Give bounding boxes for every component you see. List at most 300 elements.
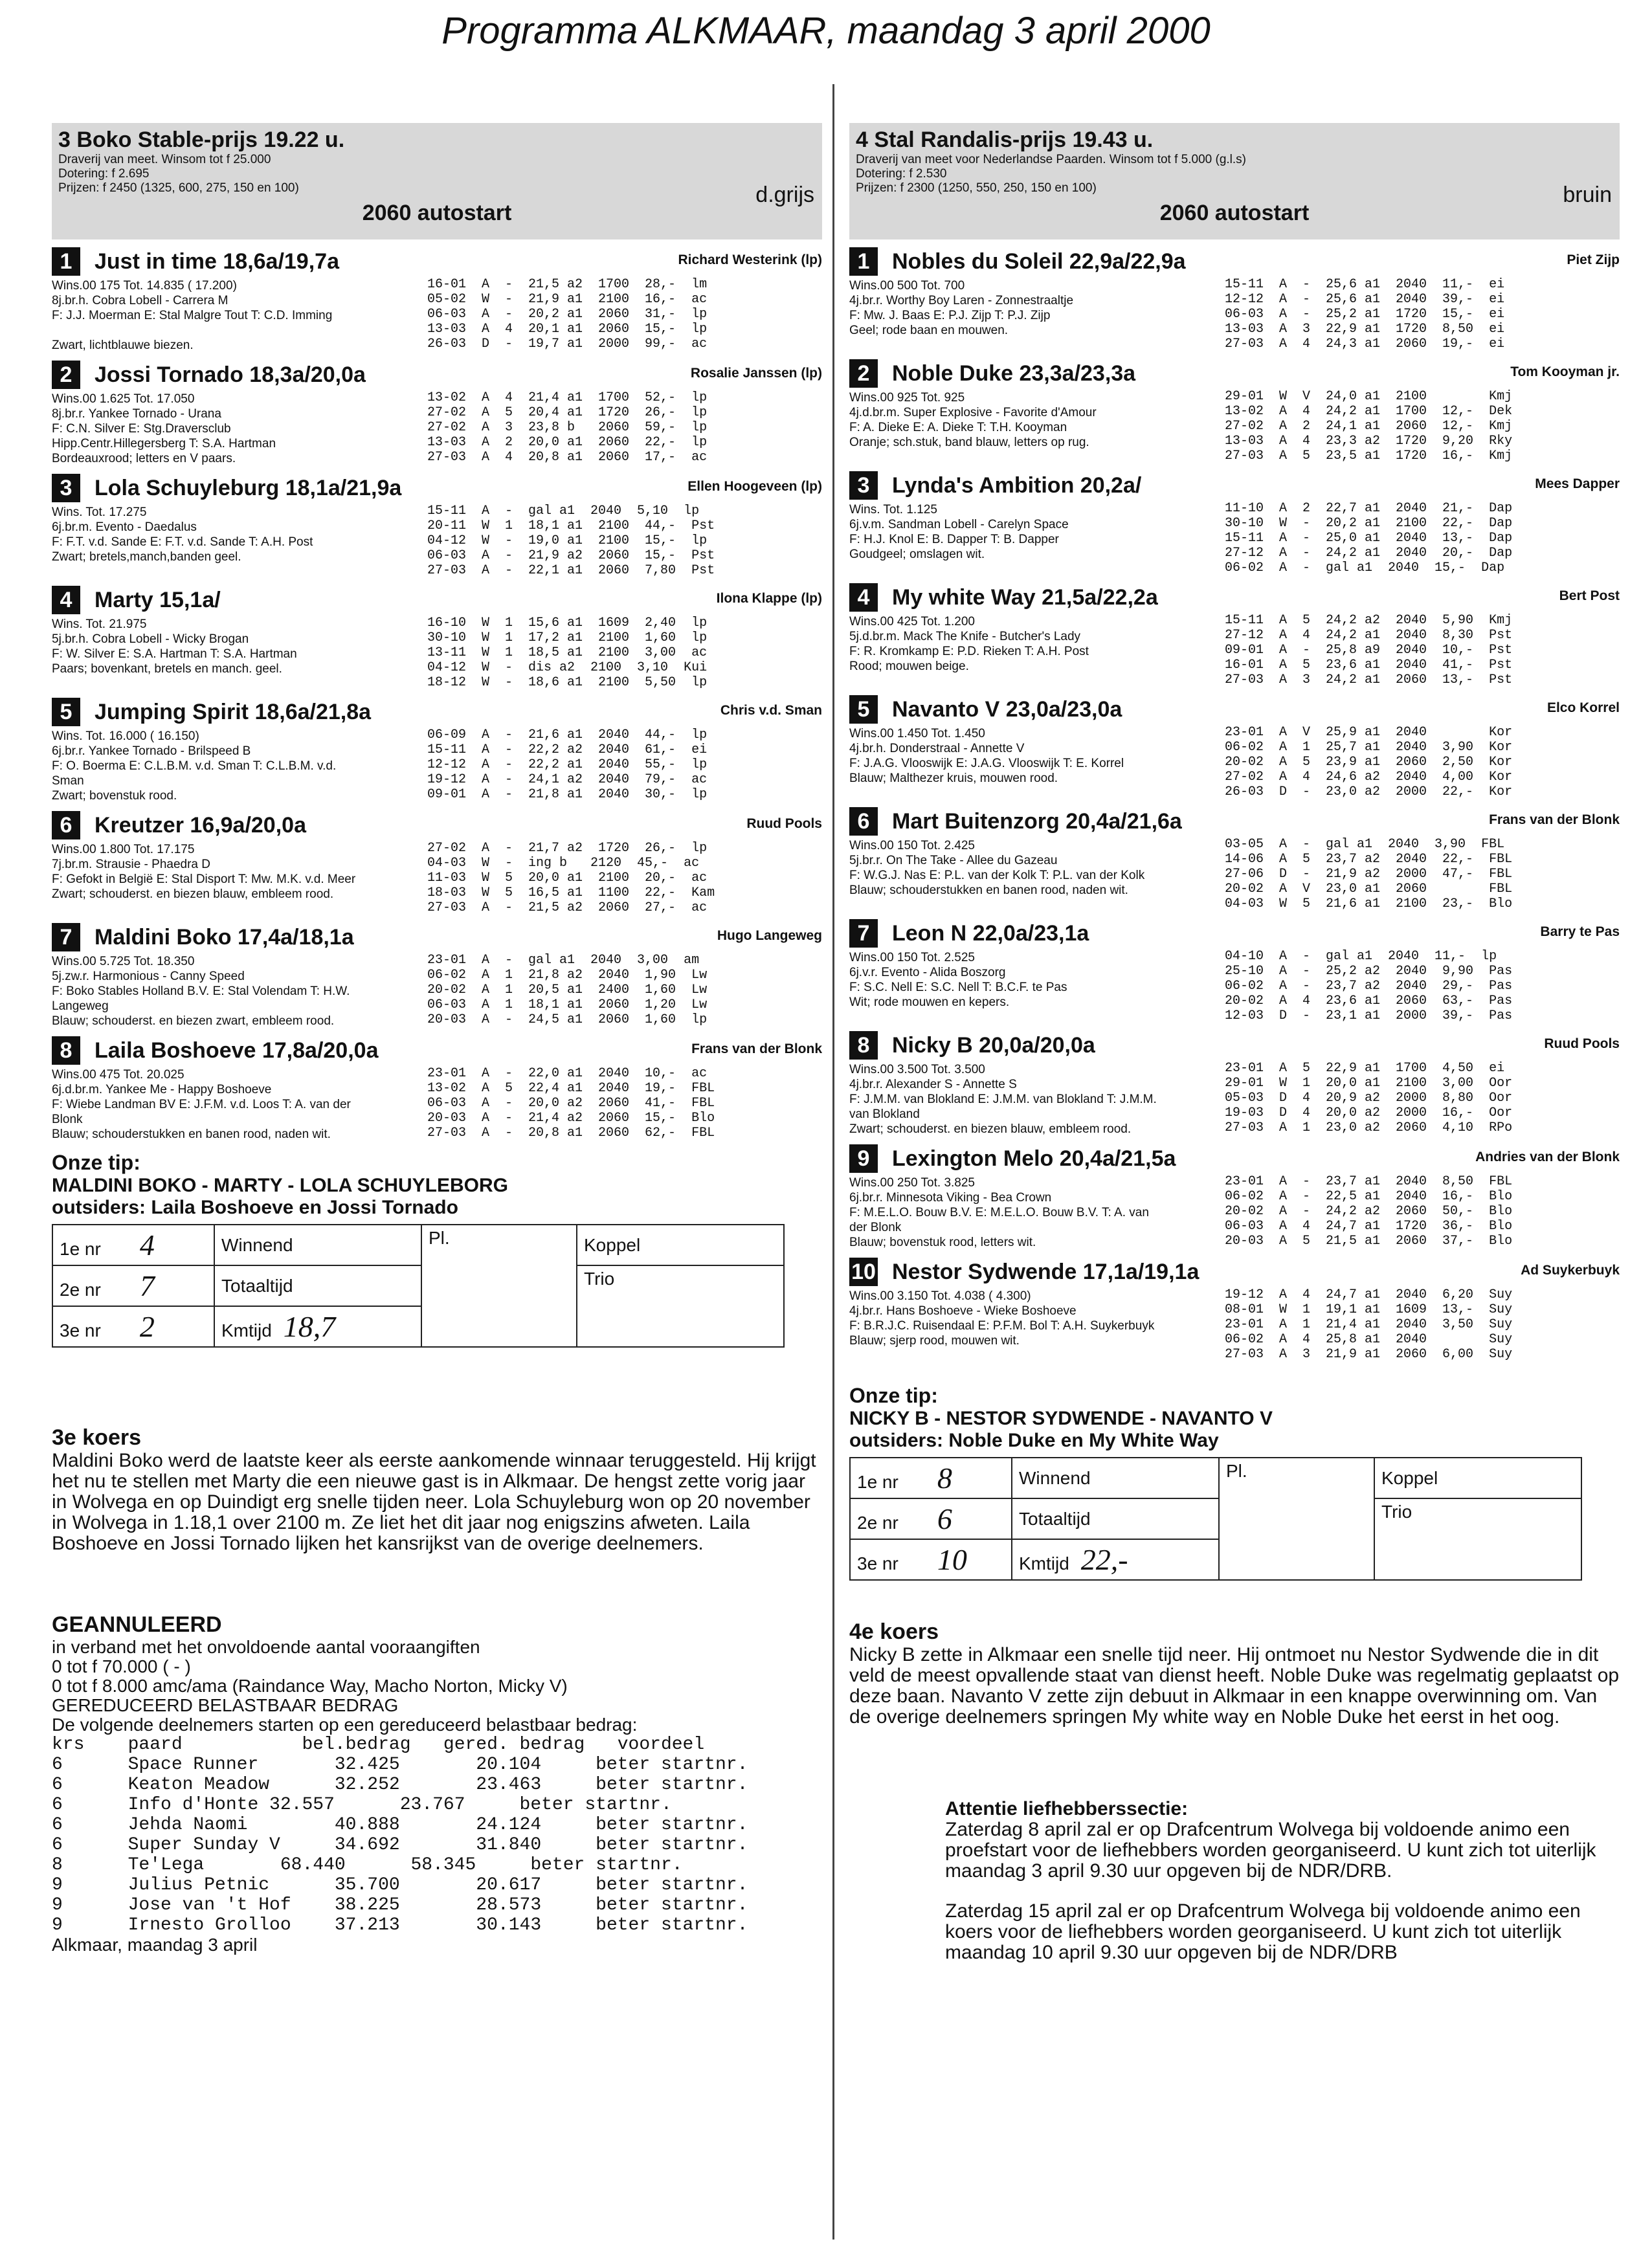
bet-winnend-label: Winnend bbox=[1012, 1458, 1219, 1498]
horse-info-line: Oranje; sch.stuk, band blauw, letters op rug. bbox=[849, 436, 1089, 449]
horse-info-line: der Blonk bbox=[849, 1221, 902, 1234]
horse-entry bbox=[849, 470, 1620, 575]
result-line: 13-11 W 1 18,5 a1 2100 3,00 ac bbox=[427, 645, 708, 660]
geannuleerd-line: in verband met het onvoldoende aantal vooraangiften bbox=[52, 1637, 480, 1657]
result-line: 23-01 A 1 21,4 a1 2040 3,50 Suy bbox=[1225, 1317, 1513, 1332]
attentie-section bbox=[849, 1799, 1620, 1963]
result-line: 06-03 A 4 24,7 a1 1720 36,- Blo bbox=[1225, 1219, 1513, 1234]
horse-info-line: Blonk bbox=[52, 1113, 83, 1126]
result-line: 18-12 W - 18,6 a1 2100 5,50 lp bbox=[427, 675, 708, 690]
horse-number-badge: 5 bbox=[52, 698, 80, 726]
handwritten-entry[interactable]: 7 bbox=[139, 1269, 155, 1302]
result-line: 27-02 A - 21,7 a2 1720 26,- lp bbox=[427, 841, 708, 856]
result-line: 13-02 A 5 22,4 a1 2040 19,- FBL bbox=[427, 1081, 715, 1096]
driver-name: Ruud Pools bbox=[746, 816, 822, 831]
result-line: 12-12 A - 22,2 a1 2040 55,- lp bbox=[427, 757, 708, 772]
horse-info-line: Rood; mouwen beige. bbox=[849, 660, 969, 673]
result-line: 15-11 A - 25,0 a1 2040 13,- Dap bbox=[1225, 531, 1513, 546]
recent-results bbox=[1225, 1061, 1512, 1137]
horse-info-line: Wins. Tot. 1.125 bbox=[849, 503, 937, 517]
horse-info bbox=[52, 1066, 414, 1142]
result-line: 06-02 A - 23,7 a2 2040 29,- Pas bbox=[1225, 979, 1513, 994]
driver-name: Hugo Langeweg bbox=[717, 928, 822, 943]
horse-info-line: F: Boko Stables Holland B.V. E: Stal Volendam T: H.W. bbox=[52, 984, 350, 998]
result-line: 04-12 W - 19,0 a1 2100 15,- lp bbox=[427, 533, 708, 548]
recent-results bbox=[427, 953, 707, 1028]
horse-entry bbox=[52, 696, 822, 803]
horse-details bbox=[52, 277, 822, 353]
horse-name: Marty 15,1a/ bbox=[95, 587, 221, 612]
horse-info-line: Langeweg bbox=[52, 999, 109, 1013]
table-row: 8 Te'Lega 68.440 58.345 beter startnr. bbox=[52, 1855, 683, 1875]
result-line: 16-01 A - 21,5 a2 1700 28,- lm bbox=[427, 277, 708, 292]
horse-entry bbox=[849, 582, 1620, 687]
result-line: 27-03 A 4 24,3 a1 2060 19,- ei bbox=[1225, 337, 1505, 351]
table-row: 9 Julius Petnic 35.700 20.617 beter startnr. bbox=[52, 1875, 748, 1895]
race-3-conditions: Draverij van meet. Winsom tot f 25.000 bbox=[58, 153, 271, 166]
recent-results bbox=[427, 277, 707, 353]
horse-info-line: 8j.br.h. Cobra Lobell - Carrera M bbox=[52, 294, 229, 307]
result-line: 20-03 A - 24,5 a1 2060 1,60 lp bbox=[427, 1012, 708, 1027]
horse-info bbox=[52, 277, 414, 353]
result-line: 27-03 A - 21,5 a2 2060 27,- ac bbox=[427, 900, 708, 915]
bet-winnend-label: Winnend bbox=[214, 1225, 421, 1265]
result-line: 20-02 A - 24,2 a2 2060 50,- Blo bbox=[1225, 1204, 1513, 1219]
horse-number-badge: 8 bbox=[849, 1031, 878, 1060]
driver-name: Frans van der Blonk bbox=[691, 1041, 822, 1056]
result-line: 23-01 A 5 22,9 a1 1700 4,50 ei bbox=[1225, 1061, 1505, 1076]
result-line: 06-02 A 1 25,7 a1 2040 3,90 Kor bbox=[1225, 740, 1513, 755]
race-4-dotering: Dotering: f 2.530 bbox=[856, 167, 947, 181]
handwritten-entry[interactable]: 18,7 bbox=[283, 1310, 336, 1343]
table-row: 6 Info d'Honte 32.557 23.767 beter startnr. bbox=[52, 1795, 672, 1815]
geannuleerd-line: De volgende deelnemers starten op een gereduceerd belastbaar bedrag: bbox=[52, 1715, 638, 1735]
horse-details bbox=[849, 837, 1620, 911]
horse-name-row bbox=[52, 810, 822, 841]
horse-info-line: Paars; bovenkant, bretels en manch. geel. bbox=[52, 662, 282, 676]
race-3-column bbox=[52, 123, 822, 1955]
result-line: 23-01 A - 22,0 a1 2040 10,- ac bbox=[427, 1066, 708, 1081]
race-4-prizes: Prijzen: f 2300 (1250, 550, 250, 150 en 100) bbox=[856, 181, 1097, 195]
result-line: 30-10 W 1 17,2 a1 2100 1,60 lp bbox=[427, 630, 708, 645]
horse-info-line: 4j.br.h. Donderstraal - Annette V bbox=[849, 742, 1025, 755]
race-4-color: bruin bbox=[1563, 183, 1612, 207]
horse-info-line: Wit; rode mouwen en kepers. bbox=[849, 995, 1010, 1009]
horse-info-line: 6j.d.br.m. Yankee Me - Happy Boshoeve bbox=[52, 1083, 272, 1096]
driver-name: Frans van der Blonk bbox=[1489, 812, 1620, 827]
horse-info-line: F: R. Kromkamp E: P.D. Rieken T: A.H. Post bbox=[849, 645, 1089, 658]
horse-entry bbox=[52, 472, 822, 578]
horse-details bbox=[849, 613, 1620, 687]
horse-info-line: F: H.J. Knol E: B. Dapper T: B. Dapper bbox=[849, 533, 1059, 546]
driver-name: Richard Westerink (lp) bbox=[678, 252, 822, 267]
driver-name: Bert Post bbox=[1559, 588, 1620, 603]
horse-details bbox=[52, 616, 822, 690]
result-line: 15-11 A - 22,2 a2 2040 61,- ei bbox=[427, 742, 708, 757]
recent-results bbox=[1225, 277, 1504, 351]
horse-info-line: F: J.A.G. Vlooswijk E: J.A.G. Vlooswijk T: E. Korrel bbox=[849, 757, 1124, 770]
horse-name-row bbox=[849, 358, 1620, 389]
horse-info-line: F: W.G.J. Nas E: P.L. van der Kolk T: P.L. van der Kolk bbox=[849, 869, 1145, 882]
horse-info-line: 5j.d.br.m. Mack The Knife - Butcher's Lady bbox=[849, 630, 1081, 643]
horse-info bbox=[849, 389, 1212, 463]
geannuleerd-line: 0 tot f 8.000 amc/ama (Raindance Way, Macho Norton, Micky V) bbox=[52, 1676, 568, 1696]
horse-name-row bbox=[849, 582, 1620, 613]
result-line: 23-01 A V 25,9 a1 2040 Kor bbox=[1225, 725, 1513, 740]
result-line: 27-03 A 5 23,5 a1 1720 16,- Kmj bbox=[1225, 449, 1513, 463]
horse-details bbox=[52, 953, 822, 1028]
horse-info bbox=[52, 504, 414, 578]
result-line: 12-12 A - 25,6 a1 2040 39,- ei bbox=[1225, 292, 1505, 307]
result-line: 30-10 W - 20,2 a1 2100 22,- Dap bbox=[1225, 516, 1513, 531]
horse-name-row bbox=[849, 246, 1620, 277]
result-line: 04-03 W 5 21,6 a1 2100 23,- Blo bbox=[1225, 896, 1513, 911]
result-line: 27-12 A 4 24,2 a1 2040 8,30 Pst bbox=[1225, 628, 1513, 643]
horse-info bbox=[849, 725, 1212, 799]
horse-info-line: Bordeauxrood; letters en V paars. bbox=[52, 452, 236, 465]
geannuleerd-line: GEREDUCEERD BELASTBAAR BEDRAG bbox=[52, 1695, 399, 1715]
horse-details bbox=[52, 390, 822, 466]
race-4-start: 2060 autostart bbox=[1159, 201, 1310, 225]
horse-entry bbox=[849, 1256, 1620, 1362]
result-line: 26-03 D - 23,0 a2 2000 22,- Kor bbox=[1225, 784, 1513, 799]
result-line: 06-03 A - 20,0 a2 2060 41,- FBL bbox=[427, 1096, 715, 1111]
horse-info-line: Wins.00 1.450 Tot. 1.450 bbox=[849, 727, 985, 740]
horse-info-line: F: Gefokt in België E: Stal Disport T: Mw. M.K. v.d. Meer bbox=[52, 873, 356, 886]
horse-info-line: F: Wiebe Landman BV E: J.F.M. v.d. Loos T: A. van der bbox=[52, 1098, 351, 1111]
horse-entry bbox=[52, 1035, 822, 1142]
horse-info-line: Wins. Tot. 17.275 bbox=[52, 506, 147, 519]
horse-entry bbox=[849, 694, 1620, 799]
result-line: 27-03 A 1 23,0 a2 2060 4,10 RPo bbox=[1225, 1120, 1513, 1135]
result-line: 13-03 A 3 22,9 a1 1720 8,50 ei bbox=[1225, 322, 1505, 337]
horse-details bbox=[52, 504, 822, 578]
horse-entry bbox=[52, 584, 822, 690]
handwritten-entry[interactable]: 6 bbox=[937, 1502, 952, 1535]
horse-number-badge: 3 bbox=[849, 471, 878, 500]
result-line: 15-11 A 5 24,2 a2 2040 5,90 Kmj bbox=[1225, 613, 1513, 628]
race-3-start: 2060 autostart bbox=[362, 201, 512, 225]
bet-kmtijd-label: Kmtijd 18,7 bbox=[214, 1306, 421, 1347]
koers-4-text: Nicky B zette in Alkmaar een snelle tijd neer. Hij ontmoet nu Nestor Sydwende die in dit veld de meest opvallende staat van dienst heeft. Noble Duke was regelmatig geplaatst op deze baan. Navanto V zette zijn debuut in Alkmaar in een knappe overwinning om. Van de overige deelnemers springen My white way en Noble Duke het eerst in het oog. bbox=[849, 1644, 1620, 1728]
driver-name: Barry te Pas bbox=[1540, 924, 1620, 939]
recent-results bbox=[1225, 837, 1512, 911]
result-line: 19-12 A - 24,1 a2 2040 79,- ac bbox=[427, 772, 708, 787]
horse-info-line: Blauw; schouderstukken en banen rood, naden wit. bbox=[849, 884, 1128, 897]
horse-name: Lola Schuyleburg 18,1a/21,9a bbox=[95, 475, 402, 500]
horse-name: Lexington Melo 20,4a/21,5a bbox=[892, 1146, 1176, 1171]
result-line: 13-03 A 4 23,3 a2 1720 9,20 Rky bbox=[1225, 434, 1513, 449]
horse-info-line: Zwart; bretels,manch,banden geel. bbox=[52, 550, 241, 564]
result-line: 27-06 D - 21,9 a2 2000 47,- FBL bbox=[1225, 867, 1513, 882]
result-line: 25-10 A - 25,2 a2 2040 9,90 Pas bbox=[1225, 964, 1513, 979]
horse-info bbox=[849, 501, 1212, 575]
horse-name-row bbox=[52, 922, 822, 953]
horse-name: Lynda's Ambition 20,2a/ bbox=[892, 472, 1142, 498]
result-line: 20-02 A V 23,0 a1 2060 FBL bbox=[1225, 882, 1513, 896]
horse-info-line: 6j.br.r. Yankee Tornado - Brilspeed B bbox=[52, 744, 251, 758]
horse-number-badge: 7 bbox=[52, 923, 80, 951]
horse-info bbox=[849, 1061, 1212, 1137]
horse-entry bbox=[849, 1030, 1620, 1137]
recent-results bbox=[1225, 1174, 1512, 1250]
race-4-column bbox=[849, 123, 1620, 1963]
table-row: 6 Super Sunday V 34.692 31.840 beter startnr. bbox=[52, 1835, 748, 1855]
race-4-tip-heading: Onze tip: bbox=[849, 1384, 938, 1407]
race-3-title: 3 Boko Stable-prijs 19.22 u. bbox=[58, 128, 345, 152]
horse-info-line: 4j.d.br.m. Super Explosive - Favorite d'Amour bbox=[849, 406, 1097, 419]
result-line: 06-09 A - 21,6 a1 2040 44,- lp bbox=[427, 728, 708, 742]
result-line: 06-02 A 1 21,8 a2 2040 1,90 Lw bbox=[427, 968, 708, 983]
race-3-prizes: Prijzen: f 2450 (1325, 600, 275, 150 en 100) bbox=[58, 181, 299, 195]
horse-name-row bbox=[52, 584, 822, 616]
recent-results bbox=[427, 616, 707, 690]
result-line: 13-02 A 4 24,2 a1 1700 12,- Dek bbox=[1225, 404, 1513, 419]
horse-entry bbox=[52, 922, 822, 1028]
bet-totaaltijd-label: Totaaltijd bbox=[1012, 1498, 1219, 1539]
horse-name-row bbox=[849, 694, 1620, 725]
horse-entry bbox=[849, 918, 1620, 1023]
recent-results bbox=[427, 504, 715, 578]
result-line: 06-03 A - 21,9 a2 2060 15,- Pst bbox=[427, 548, 715, 563]
horse-entry bbox=[849, 1143, 1620, 1250]
horse-entry bbox=[849, 358, 1620, 463]
recent-results bbox=[427, 390, 707, 466]
horse-details bbox=[849, 389, 1620, 463]
horse-info-line: van Blokland bbox=[849, 1107, 920, 1121]
result-line: 06-03 A 1 18,1 a1 2060 1,20 Lw bbox=[427, 997, 708, 1012]
result-line: 05-02 W - 21,9 a1 2100 16,- ac bbox=[427, 292, 708, 307]
horse-info-line: Sman bbox=[52, 774, 84, 788]
result-line: 12-03 D - 23,1 a1 2000 39,- Pas bbox=[1225, 1008, 1513, 1023]
horse-name: Jumping Spirit 18,6a/21,8a bbox=[95, 699, 372, 724]
race-4-tip-outsiders: outsiders: Noble Duke en My White Way bbox=[849, 1430, 1219, 1451]
horse-info-line: F: J.M.M. van Blokland E: J.M.M. van Blokland T: J.M.M. bbox=[849, 1093, 1157, 1106]
horse-name: Noble Duke 23,3a/23,3a bbox=[892, 361, 1136, 386]
horse-number-badge: 2 bbox=[849, 359, 878, 388]
result-line: 16-10 W 1 15,6 a1 1609 2,40 lp bbox=[427, 616, 708, 630]
horse-info-line: 7j.br.m. Strausie - Phaedra D bbox=[52, 858, 210, 871]
horse-info-line: F: S.C. Nell E: S.C. Nell T: B.C.F. te Pas bbox=[849, 981, 1067, 994]
horse-name: Jossi Tornado 18,3a/20,0a bbox=[95, 362, 366, 387]
result-line: 06-03 A - 20,2 a1 2060 31,- lp bbox=[427, 307, 708, 322]
result-line: 03-05 A - gal a1 2040 3,90 FBL bbox=[1225, 837, 1505, 852]
horse-info bbox=[52, 390, 414, 466]
horse-entry bbox=[849, 246, 1620, 351]
result-line: 20-03 A - 21,4 a2 2060 15,- Blo bbox=[427, 1111, 715, 1126]
driver-name: Tom Kooyman jr. bbox=[1510, 364, 1620, 379]
race-3-dotering: Dotering: f 2.695 bbox=[58, 167, 150, 181]
horse-name-row bbox=[849, 470, 1620, 501]
result-line: 27-12 A - 24,2 a1 2040 20,- Dap bbox=[1225, 546, 1513, 561]
horse-info-line: Wins.00 250 Tot. 3.825 bbox=[849, 1176, 975, 1190]
result-line: 11-03 W 5 20,0 a1 2100 20,- ac bbox=[427, 871, 708, 885]
horse-info-line: Wins. Tot. 16.000 ( 16.150) bbox=[52, 729, 199, 743]
horse-number-badge: 8 bbox=[52, 1036, 80, 1065]
table-row: 9 Jose van 't Hof 38.225 28.573 beter startnr. bbox=[52, 1895, 748, 1915]
recent-results bbox=[1225, 1287, 1512, 1362]
koers-3-text: Maldini Boko werd de laatste keer als eerste aankomende winnaar teruggesteld. Hij krijgt het nu te stellen met Marty die een nieuwe gast is in Alkmaar. De hengst zette vorig jaar in Wolvega en op Duindigt erg snelle tijden neer. Lola Schuyleburg won op 20 november in Wolvega in 1.18,1 over 2100 m. Ze liet het dit jaar nog enigszins afweten. Laila Boshoeve en Jossi Tornado lijken het kansrijkst van de overige deelnemers. bbox=[52, 1450, 816, 1554]
horse-info-line: 4j.br.r. Worthy Boy Laren - Zonnestraaltje bbox=[849, 294, 1074, 307]
result-line: 13-03 A 2 20,0 a1 2060 22,- lp bbox=[427, 435, 708, 450]
horse-info-line: F: J.J. Moerman E: Stal Malgre Tout T: C.D. Imming bbox=[52, 309, 333, 322]
result-line: 27-03 A - 22,1 a1 2060 7,80 Pst bbox=[427, 563, 715, 578]
horse-info-line: Blauw; schouderstukken en banen rood, naden wit. bbox=[52, 1128, 331, 1141]
horse-info-line: Wins.00 1.800 Tot. 17.175 bbox=[52, 843, 195, 856]
horse-number-badge: 7 bbox=[849, 919, 878, 948]
horse-number-badge: 4 bbox=[849, 583, 878, 612]
geannuleerd-text bbox=[52, 1638, 822, 1735]
driver-name: Ad Suykerbuyk bbox=[1521, 1263, 1620, 1278]
attentie-paragraph-2: Zaterdag 15 april zal er op Drafcentrum Wolvega bij voldoende animo een koers voor de liefhebbers worden georganiseerd. U kunt zich tot uiterlijk maandag 10 april 9.30 uur opgeven bij de NDR/DRB bbox=[945, 1900, 1581, 1963]
page-title: Programma ALKMAAR, maandag 3 april 2000 bbox=[441, 10, 1211, 52]
horse-details bbox=[849, 1174, 1620, 1250]
horse-number-badge: 3 bbox=[52, 474, 80, 502]
driver-name: Chris v.d. Sman bbox=[720, 703, 822, 718]
horse-info-line: Geel; rode baan en mouwen. bbox=[849, 324, 1009, 337]
bet-trio-label: Trio bbox=[577, 1265, 784, 1347]
result-line: 29-01 W V 24,0 a1 2100 Kmj bbox=[1225, 389, 1513, 404]
horse-info-line: Zwart; schouderst. en biezen blauw, embleem rood. bbox=[849, 1122, 1132, 1136]
koers-4-heading: 4e koers bbox=[849, 1619, 939, 1644]
result-line: 09-01 A - 25,8 a9 2040 10,- Pst bbox=[1225, 643, 1513, 658]
handwritten-entry[interactable]: 2 bbox=[139, 1310, 155, 1343]
horse-info bbox=[849, 1287, 1212, 1362]
recent-results bbox=[427, 841, 715, 915]
result-line: 20-03 A 5 21,5 a1 2060 37,- Blo bbox=[1225, 1234, 1513, 1249]
horse-info-line: F: B.R.J.C. Ruisendaal E: P.F.M. Bol T: A.H. Suykerbuyk bbox=[849, 1319, 1155, 1333]
result-line: 04-12 W - dis a2 2100 3,10 Kui bbox=[427, 660, 708, 675]
result-line: 27-03 A 3 24,2 a1 2060 13,- Pst bbox=[1225, 673, 1513, 687]
bet-row-label: 2e nr 6 bbox=[850, 1498, 1012, 1539]
horse-info bbox=[52, 728, 414, 803]
race-4-tip-picks: NICKY B - NESTOR SYDWENDE - NAVANTO V bbox=[849, 1408, 1273, 1429]
result-line: 13-03 A 4 20,1 a1 2060 15,- lp bbox=[427, 322, 708, 337]
table-row: 6 Keaton Meadow 32.252 23.463 beter startnr. bbox=[52, 1775, 748, 1795]
handwritten-entry[interactable]: 4 bbox=[139, 1228, 155, 1262]
horse-name: Nicky B 20,0a/20,0a bbox=[892, 1032, 1095, 1058]
driver-name: Ellen Hoogeveen (lp) bbox=[687, 479, 822, 494]
race-3-bet-form bbox=[52, 1224, 785, 1348]
recent-results bbox=[1225, 613, 1512, 687]
result-line: 20-02 A 4 23,6 a1 2060 63,- Pas bbox=[1225, 994, 1513, 1008]
horse-entry bbox=[52, 810, 822, 915]
bet-trio-label: Trio bbox=[1374, 1498, 1581, 1580]
horse-info bbox=[52, 616, 414, 690]
horse-name: Nestor Sydwende 17,1a/19,1a bbox=[892, 1259, 1200, 1284]
horse-info-line: Wins.00 1.625 Tot. 17.050 bbox=[52, 392, 195, 406]
horse-number-badge: 4 bbox=[52, 586, 80, 614]
horse-info-line: 6j.br.m. Evento - Daedalus bbox=[52, 520, 197, 534]
horse-number-badge: 10 bbox=[849, 1258, 878, 1286]
horse-details bbox=[849, 277, 1620, 351]
horse-entry bbox=[52, 246, 822, 353]
recent-results bbox=[1225, 501, 1512, 575]
horse-name: Nobles du Soleil 22,9a/22,9a bbox=[892, 249, 1186, 274]
column-divider bbox=[832, 84, 834, 2240]
horse-info-line: F: O. Boerma E: C.L.B.M. v.d. Sman T: C.L.B.M. v.d. bbox=[52, 759, 337, 773]
result-line: 20-02 A 1 20,5 a1 2400 1,60 Lw bbox=[427, 983, 708, 997]
horse-entry bbox=[52, 359, 822, 466]
driver-name: Rosalie Janssen (lp) bbox=[690, 366, 822, 381]
horse-info-line: 6j.v.m. Sandman Lobell - Carelyn Space bbox=[849, 518, 1069, 531]
result-line: 27-02 A 4 24,6 a2 2040 4,00 Kor bbox=[1225, 770, 1513, 784]
race-4-horse-list bbox=[849, 246, 1620, 1362]
race-4-bet-form bbox=[849, 1457, 1582, 1581]
horse-info-line: Wins.00 5.725 Tot. 18.350 bbox=[52, 955, 195, 968]
race-3-tip-picks: MALDINI BOKO - MARTY - LOLA SCHUYLEBORG bbox=[52, 1175, 508, 1196]
handwritten-entry[interactable]: 22,- bbox=[1080, 1543, 1128, 1576]
horse-name: My white Way 21,5a/22,2a bbox=[892, 584, 1158, 610]
handwritten-entry[interactable]: 10 bbox=[937, 1543, 967, 1576]
horse-info-line: F: C.N. Silver E: Stg.Draversclub bbox=[52, 422, 231, 436]
driver-name: Piet Zijp bbox=[1567, 252, 1620, 267]
horse-info-line: 4j.br.r. Alexander S - Annette S bbox=[849, 1078, 1017, 1091]
result-line: 18-03 W 5 16,5 a1 1100 22,- Kam bbox=[427, 885, 715, 900]
result-line: 04-10 A - gal a1 2040 11,- lp bbox=[1225, 949, 1497, 964]
result-line: 27-03 A 4 20,8 a1 2060 17,- ac bbox=[427, 450, 708, 465]
geannuleerd-footer: Alkmaar, maandag 3 april bbox=[52, 1935, 258, 1955]
horse-name-row bbox=[52, 696, 822, 728]
result-line: 08-01 W 1 19,1 a1 1609 13,- Suy bbox=[1225, 1302, 1513, 1317]
horse-info-line: Blauw; schouderst. en biezen zwart, embleem rood. bbox=[52, 1014, 335, 1028]
race-4-title: 4 Stal Randalis-prijs 19.43 u. bbox=[856, 128, 1154, 152]
horse-info-line: F: A. Dieke E: A. Dieke T: T.H. Kooyman bbox=[849, 421, 1067, 434]
horse-info-line: 8j.br.r. Yankee Tornado - Urana bbox=[52, 407, 221, 421]
horse-name: Mart Buitenzorg 20,4a/21,6a bbox=[892, 808, 1182, 834]
horse-number-badge: 6 bbox=[849, 807, 878, 836]
table-row: 6 Jehda Naomi 40.888 24.124 beter startnr. bbox=[52, 1815, 748, 1835]
horse-details bbox=[849, 949, 1620, 1023]
horse-name: Kreutzer 16,9a/20,0a bbox=[95, 812, 306, 838]
horse-info bbox=[849, 277, 1212, 351]
driver-name: Andries van der Blonk bbox=[1475, 1150, 1620, 1164]
horse-info-line: F: W. Silver E: S.A. Hartman T: S.A. Hartman bbox=[52, 647, 297, 661]
bet-pl-label: Pl. bbox=[421, 1225, 577, 1347]
horse-entry bbox=[849, 806, 1620, 911]
result-line: 27-02 A 5 20,4 a1 1720 26,- lp bbox=[427, 405, 708, 420]
result-line: 04-03 W - ing b 2120 45,- ac bbox=[427, 856, 700, 871]
attentie-paragraph-1: Zaterdag 8 april zal er op Drafcentrum Wolvega bij voldoende animo een proefstart voor de liefhebbers worden georganiseerd. U kunt zich tot uiterlijk maandag 3 april 9.30 uur opgeven bij de NDR/DRB. bbox=[945, 1819, 1596, 1882]
result-line: 19-12 A 4 24,7 a1 2040 6,20 Suy bbox=[1225, 1287, 1513, 1302]
result-line: 29-01 W 1 20,0 a1 2100 3,00 Oor bbox=[1225, 1076, 1513, 1091]
horse-number-badge: 1 bbox=[849, 247, 878, 276]
handwritten-entry[interactable]: 8 bbox=[937, 1462, 952, 1495]
result-line: 20-11 W 1 18,1 a1 2100 44,- Pst bbox=[427, 518, 715, 533]
horse-name: Leon N 22,0a/23,1a bbox=[892, 920, 1089, 946]
result-line: 27-02 A 3 23,8 b 2060 59,- lp bbox=[427, 420, 708, 435]
horse-number-badge: 5 bbox=[849, 695, 878, 724]
geannuleerd-line: 0 tot f 70.000 ( - ) bbox=[52, 1656, 191, 1676]
result-line: 15-11 A - 25,6 a1 2040 11,- ei bbox=[1225, 277, 1505, 292]
result-line: 06-02 A - gal a1 2040 15,- Dap bbox=[1225, 561, 1505, 575]
race-3-tip-outsiders: outsiders: Laila Boshoeve en Jossi Tornado bbox=[52, 1197, 458, 1218]
horse-name-row bbox=[849, 1030, 1620, 1061]
horse-number-badge: 2 bbox=[52, 361, 80, 389]
horse-info-line: Wins.00 925 Tot. 925 bbox=[849, 391, 965, 405]
horse-info-line: Goudgeel; omslagen wit. bbox=[849, 548, 985, 561]
result-line: 27-03 A 3 21,9 a1 2060 6,00 Suy bbox=[1225, 1347, 1513, 1362]
result-line: 27-03 A - 20,8 a1 2060 62,- FBL bbox=[427, 1126, 715, 1140]
horse-details bbox=[849, 1287, 1620, 1362]
result-line: 20-02 A 5 23,9 a1 2060 2,50 Kor bbox=[1225, 755, 1513, 770]
horse-name: Maldini Boko 17,4a/18,1a bbox=[95, 924, 354, 950]
result-line: 13-02 A 4 21,4 a1 1700 52,- lp bbox=[427, 390, 708, 405]
race-3-tip-heading: Onze tip: bbox=[52, 1151, 140, 1174]
horse-info-line: Wins.00 175 Tot. 14.835 ( 17.200) bbox=[52, 279, 237, 293]
race-3-horse-list bbox=[52, 246, 822, 1142]
horse-number-badge: 1 bbox=[52, 247, 80, 276]
